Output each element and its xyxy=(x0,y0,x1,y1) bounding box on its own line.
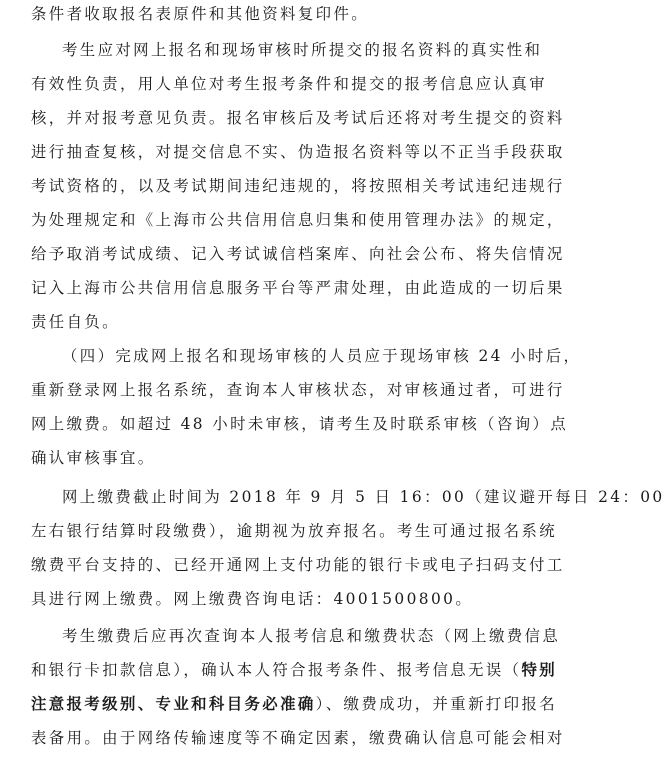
text-line: 为处理规定和《上海市公共信用信息归集和使用管理办法》的规定， xyxy=(31,211,565,229)
text-line xyxy=(31,660,558,680)
text-line: 责任自负。 xyxy=(31,313,120,331)
text-line: 重新登录网上报名系统，查询本人审核状态，对审核通过者，可进行 xyxy=(31,381,565,399)
text-line xyxy=(31,694,558,714)
text-line: 确认审核事宜。 xyxy=(31,449,156,467)
text-line: 网上缴费。如超过 48 小时未审核，请考生及时联系审核（咨询）点 xyxy=(31,415,569,433)
emphasis-text: 注意报考级别、专业和科目务必准确 xyxy=(31,695,316,713)
text-line: 条件者收取报名表原件和其他资料复印件。 xyxy=(31,5,370,23)
text-line: 缴费平台支持的、已经开通网上支付功能的银行卡或电子扫码支付工 xyxy=(31,556,565,574)
text-line: 具进行网上缴费。网上缴费咨询电话：4001500800。 xyxy=(31,590,474,608)
text-line: 有效性负责，用人单位对考生报考条件和提交的报考信息应认真审 xyxy=(31,75,547,93)
text-line: 给予取消考试成绩、记入考试诚信档案库、向社会公布、将失信情况 xyxy=(31,245,565,263)
text-line-part: 和银行卡扣款信息），确认本人符合报考条件、报考信息无误（ xyxy=(31,661,522,679)
text-line: 核，并对报考意见负责。报名审核后及考试后还将对考生提交的资料 xyxy=(31,109,565,127)
text-line-part: ）、缴费成功，并重新打印报名 xyxy=(315,695,558,713)
text-line: （四）完成网上报名和现场审核的人员应于现场审核 24 小时后， xyxy=(62,347,582,365)
text-line: 考生应对网上报名和现场审核时所提交的报名资料的真实性和 xyxy=(62,41,543,59)
text-line: 左右银行结算时段缴费），逾期视为放弃报名。考生可通过报名系统 xyxy=(31,522,558,540)
text-line: 考试资格的，以及考试期间违纪违规的，将按照相关考试违纪违规行 xyxy=(31,177,565,195)
text-line: 进行抽查复核，对提交信息不实、伪造报名资料等以不正当手段获取 xyxy=(31,143,565,161)
text-line: 记入上海市公共信用信息服务平台等严肃处理，由此造成的一切后果 xyxy=(31,279,565,297)
text-line: 表备用。由于网络传输速度等不确定因素，缴费确认信息可能会相对 xyxy=(31,729,565,747)
text-line: 网上缴费截止时间为 2018 年 9 月 5 日 16：00（建议避开每日 24：00 xyxy=(62,488,665,506)
emphasis-text: 特别 xyxy=(521,661,558,679)
text-line: 考生缴费后应再次查询本人报考信息和缴费状态（网上缴费信息 xyxy=(62,627,561,645)
